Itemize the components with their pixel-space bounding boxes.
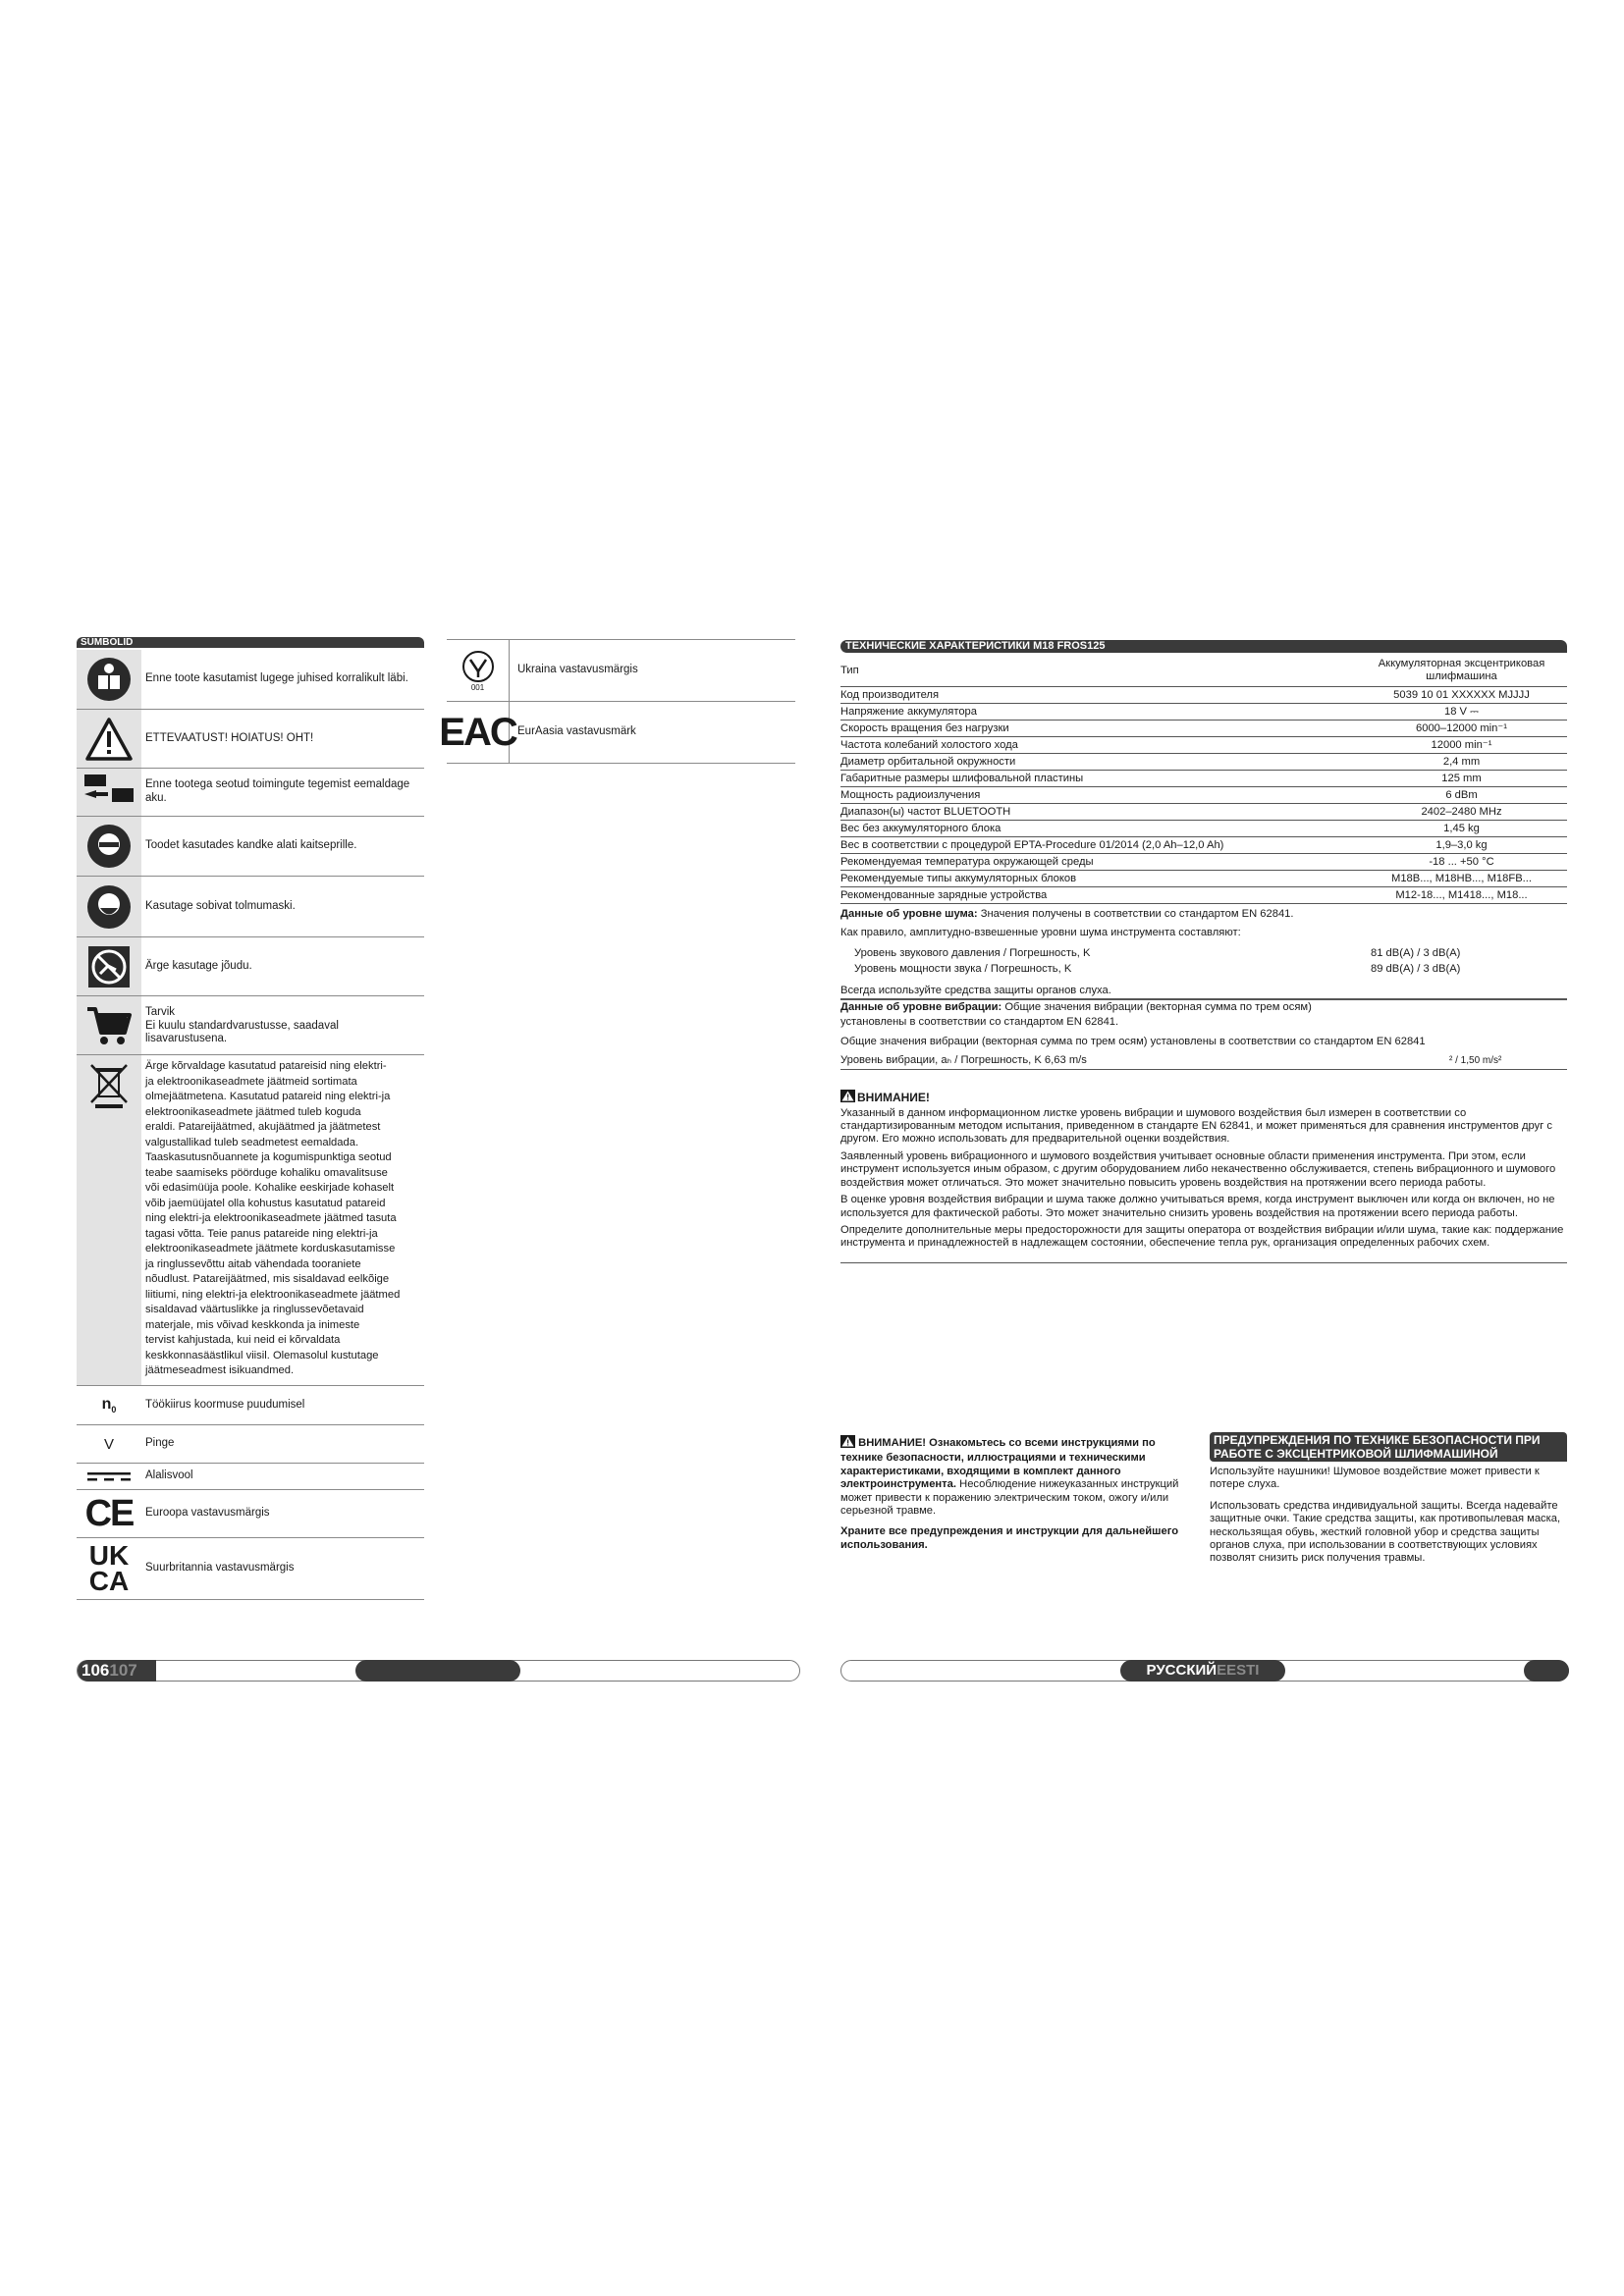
- spec-row: [840, 721, 1567, 737]
- symbol-text: Enne tootega seotud toimingute tegemist eemaldage aku.: [145, 778, 410, 804]
- symbol-row: [77, 877, 424, 937]
- footer-end-bar: [1524, 1660, 1569, 1682]
- type-value-line: Аккумуляторная эксцентриковая: [1378, 658, 1545, 669]
- spec-header: [840, 640, 1567, 653]
- disposal-line: valgustallikad tuleb seadmetest eemaldada.: [145, 1136, 359, 1148]
- spec-value: 6000–12000 min⁻¹: [1416, 722, 1507, 734]
- no-force-icon: [77, 937, 141, 995]
- disposal-line: ja elektroonikaseadmete jäätmeid sortimata: [145, 1075, 357, 1088]
- spec-value: 1,9–3,0 kg: [1435, 839, 1488, 851]
- symbol-text: ETTEVAATUST! HOIATUS! OHT!: [145, 731, 314, 744]
- spec-value: 12000 min⁻¹: [1431, 739, 1492, 751]
- ukraine-mark-number: 001: [470, 682, 485, 692]
- remove-battery-icon: [77, 769, 141, 816]
- ukca-line: UK: [88, 1540, 130, 1571]
- section-title: SÜMBOLID: [81, 637, 134, 648]
- symbol-text: Töökiirus koormuse puudumisel: [145, 1398, 305, 1411]
- spec-key: Диаметр орбитальной окружности: [840, 756, 1016, 768]
- symbol-text: Kasutage sobivat tolmumaski.: [145, 899, 296, 912]
- symbol-text: Ärge kasutage jõudu.: [145, 959, 252, 972]
- spec-row: [840, 754, 1567, 771]
- section-header-symbols: [77, 637, 424, 648]
- ukca-line: CA: [88, 1566, 130, 1596]
- symbol-row: [77, 1386, 424, 1425]
- symbol-text: Pinge: [145, 1437, 175, 1450]
- accessory-text: [141, 996, 424, 1054]
- safety-title: ПРЕДУПРЕЖДЕНИЯ ПО ТЕХНИКЕ БЕЗОПАСНОСТИ ПРИ РАБОТЕ С ЭКСЦЕНТРИКОВОЙ ШЛИФМАШИНОЙ: [1210, 1432, 1567, 1462]
- safety-paragraph: Используйте наушники! Шумовое воздействие может привести к потере слуха.: [1210, 1466, 1540, 1491]
- page-number-2: 107: [109, 1661, 137, 1680]
- warning-paragraph: Указанный в данном информационном листке уровень вибрации и шумового воздействия был измерен в соответствии со стандартизированным методом испытания, приведенном в стандарте EN 62841, и может применяться для сравнения инструментов друг с другом. Его можно использовать для предварительной оценки воздействия.: [840, 1106, 1552, 1146]
- noise-block: [840, 907, 1567, 1070]
- disposal-line: olmejäätmetena. Kasutatud patareid ning elektri-ja: [145, 1091, 391, 1102]
- warning-paragraph: В оценке уровня воздействия вибрации и шума также должно учитываться время, когда инструмент выключен или когда он включен, но не используется для фактической работы. Это может значительно снизить уровень воздействия на протяжении всего периода работы.: [840, 1194, 1555, 1219]
- spec-value: 125 mm: [1441, 773, 1482, 784]
- symbol-text: Ukraina vastavusmärgis: [517, 664, 638, 676]
- symbol-row: [77, 1464, 424, 1490]
- symbol-row: [77, 937, 424, 996]
- symbol-row: [77, 1490, 424, 1538]
- accessory-title: Tarvik: [145, 1006, 176, 1019]
- spec-key: Диапазон(ы) частот BLUETOOTH: [840, 806, 1011, 818]
- disposal-line: eraldi. Patareijäätmed, akujäätmed ja jäätmetest: [145, 1121, 381, 1133]
- disposal-line: võib jaemüüjatel olla kohustus kasutatud patareid: [145, 1197, 386, 1209]
- accessory-line: lisavarustusena.: [145, 1033, 228, 1045]
- disposal-line: ning elektri-ja elektroonikaseadmete jäätmed tasuta: [145, 1212, 397, 1224]
- symbol-row: [77, 996, 424, 1055]
- vib-row: [840, 1053, 1567, 1069]
- noise-row: [840, 962, 1567, 977]
- spec-value: 2,4 mm: [1442, 756, 1481, 768]
- disposal-line: Taaskasutusnõuannete ja kogumispunktiga seotud: [145, 1151, 392, 1163]
- symbol-row: [439, 702, 795, 764]
- symbols-table-2: [439, 639, 795, 764]
- noise-value: 89 dB(A) / 3 dB(A): [1371, 963, 1461, 976]
- warning-label: ВНИМАНИЕ!: [857, 1090, 930, 1104]
- spec-value: 18 V ⎓: [1443, 706, 1480, 718]
- symbol-row: [77, 710, 424, 769]
- symbol-row: [77, 817, 424, 877]
- symbol-row: [447, 639, 795, 702]
- vib-head: Общие значения вибрации (векторная сумма по трем осям): [1001, 1001, 1312, 1014]
- direct-current-icon: [77, 1464, 141, 1489]
- spec-row: [840, 737, 1567, 754]
- spec-row: [840, 687, 1567, 704]
- volt-symbol: V: [103, 1435, 114, 1453]
- symbol-row: [77, 1425, 424, 1464]
- language-primary: РУССКИЙ: [1146, 1662, 1218, 1679]
- spec-value: 5039 10 01 XXXXXX MJJJJ: [1393, 689, 1530, 701]
- spec-value: M18B..., M18HB..., M18FB...: [1391, 873, 1532, 884]
- symbol-text: Euroopa vastavusmärgis: [145, 1507, 270, 1520]
- spec-title: ТЕХНИЧЕСКИЕ ХАРАКТЕРИСТИКИ M18 FROS125: [845, 640, 1106, 652]
- spec-value: M12-18..., M1418..., M18...: [1395, 889, 1528, 901]
- vib-key: Уровень вибрации, aₕ / Погрешность, K 6,63 m/s: [840, 1054, 1087, 1067]
- vib-head-2: установлены в соответствии со стандартом EN 62841.: [840, 1016, 1119, 1029]
- noise-head-bold: Данные об уровне шума:: [840, 908, 978, 920]
- eac-mark-icon: [439, 702, 516, 763]
- vib-value: ² / 1,50 m/s²: [1449, 1055, 1502, 1067]
- page-number-bar: [78, 1660, 156, 1682]
- safety-paragraph: Использовать средства индивидуальной защиты. Всегда надевайте защитные очки. Такие средства защиты, как противопылевая маска, нескользящая обувь, жесткий головной убор и средства защиты органов слуха, при использовании в соответствующих условиях позволят снизить риск получения травмы.: [1210, 1499, 1561, 1565]
- warning-paragraph: Определите дополнительные меры предосторожности для защиты оператора от воздействия вибрации и/или шума, такие как: поддержание инструмента и принадлежностей в надлежащем состоянии, обеспечение тепла рук, организация определенных рабочих схем.: [840, 1223, 1564, 1250]
- spec-row: [840, 771, 1567, 787]
- spec-key: Рекомендованные зарядные устройства: [840, 889, 1048, 901]
- disposal-line: teabe saamiseks pöörduge kohaliku omavalitsuse: [145, 1166, 388, 1179]
- crossed-bin-icon: [77, 1055, 141, 1385]
- language-secondary: EESTI: [1217, 1662, 1260, 1679]
- spec-value: 2402–2480 MHz: [1421, 806, 1502, 818]
- spec-key: Рекомендуемая температура окружающей среды: [840, 856, 1094, 868]
- ukraine-mark-icon: [447, 640, 510, 701]
- spec-key: Частота колебаний холостого хода: [840, 739, 1018, 751]
- voltage-icon: [77, 1425, 141, 1463]
- warning-triangle-icon: [840, 1435, 855, 1452]
- spec-key: Рекомендуемые типы аккумуляторных блоков: [840, 873, 1077, 884]
- safety-goggles-icon: [77, 817, 141, 876]
- no-load-speed-icon: [77, 1386, 141, 1424]
- symbol-row: [77, 1055, 424, 1386]
- spec-row-type: [840, 655, 1567, 687]
- disposal-line: elektroonikaseadmete jäätmed tuleb koguda: [145, 1105, 361, 1118]
- disposal-line: liitiumi, ning elektri-ja elektroonikaseadmete jäätmed: [145, 1288, 401, 1301]
- spec-key: Вес в соответствии с процедурой EPTA-Procedure 01/2014 (2,0 Ah–12,0 Ah): [840, 839, 1224, 851]
- disposal-text: [141, 1055, 424, 1385]
- noise-intro: Как правило, амплитудно-взвешенные уровни шума инструмента составляют:: [840, 927, 1241, 939]
- disposal-line: tagasi võtta. Teie panus patareide ning elektri-ja: [145, 1227, 378, 1240]
- disposal-line: materjale, mis võivad keskkonda ja inimeste: [145, 1318, 360, 1331]
- spec-value: -18 ... +50 °C: [1429, 856, 1494, 868]
- disposal-line: Ärge kõrvaldage kasutatud patareisid ning elektri-: [145, 1060, 387, 1072]
- symbol-text: Enne toote kasutamist lugege juhised korralikult läbi.: [145, 672, 408, 685]
- language-bar: [1120, 1660, 1285, 1682]
- accessory-line: Ei kuulu standardvarustusse, saadaval: [145, 1019, 339, 1032]
- disposal-line: nõudlust. Patareijäätmed, mis sisaldavad eelkõige: [145, 1273, 390, 1285]
- spec-key: Скорость вращения без нагрузки: [840, 722, 1009, 734]
- spec-key: Мощность радиоизлучения: [840, 789, 981, 801]
- page-number: 106: [81, 1661, 110, 1680]
- spec-value: 1,45 kg: [1443, 823, 1480, 834]
- footer-right: [840, 1660, 1569, 1682]
- noise-head: Значения получены в соответствии со стандартом EN 62841.: [977, 908, 1294, 920]
- n0-symbol: n: [101, 1395, 112, 1413]
- symbol-row: [77, 650, 424, 710]
- disposal-line: elektroonikaseadmete jäätmete korduskasutamisse: [145, 1243, 396, 1255]
- spec-row: [840, 704, 1567, 721]
- vib-head-bold: Данные об уровне вибрации:: [840, 1001, 1002, 1014]
- noise-row: [840, 946, 1567, 961]
- spec-rows: [840, 687, 1567, 904]
- general-warning-bold: ВНИМАНИЕ! Ознакомьтесь со всеми инструкциями по технике безопасности, иллюстрациями и техническими характеристиками, входящими в комплект данного электроинструмента.: [840, 1437, 1156, 1491]
- warning-block: [840, 1090, 1567, 1263]
- spec-row: [840, 887, 1567, 904]
- ce-mark-icon: [77, 1490, 141, 1537]
- cart-icon: [77, 996, 141, 1054]
- general-warning: [840, 1435, 1180, 1518]
- vib-line: Общие значения вибрации (векторная сумма по трем осям) установлены в соответствии со стандартом EN 62841: [840, 1035, 1426, 1047]
- disposal-line: või edasimüüja poole. Kohalike eeskirjade kohaselt: [145, 1182, 395, 1194]
- keep-instructions: Храните все предупреждения и инструкции для дальнейшего использования.: [840, 1525, 1179, 1551]
- general-warning-column: [840, 1435, 1180, 1552]
- disposal-line: ja ringlussevõttu aitab vähendada tooraniete: [145, 1257, 361, 1270]
- type-value-line: шлифмашина: [1426, 670, 1497, 682]
- noise-note: Всегда используйте средства защиты органов слуха.: [840, 984, 1567, 1000]
- spec-row: [840, 821, 1567, 837]
- ce-symbol: CE: [84, 1492, 134, 1534]
- warning-paragraphs: [840, 1107, 1567, 1251]
- read-manual-icon: [77, 650, 141, 709]
- spec-key: Код производителя: [840, 689, 940, 701]
- footer-center-bar: [355, 1660, 520, 1682]
- spec-value: [1356, 655, 1567, 686]
- symbols-table: [77, 650, 424, 1600]
- warning-triangle-icon: [77, 710, 141, 768]
- general-warning-rest: Несоблюдение нижеуказанных инструкций может привести к поражению электрическим током, ожогу и/или серьезной травме.: [840, 1478, 1179, 1518]
- spec-key: Габаритные размеры шлифовальной пластины: [840, 773, 1084, 784]
- disposal-line: sisaldavad väärtuslikke ja ringlussevõetavaid: [145, 1304, 364, 1315]
- spec-key: Напряжение аккумулятора: [840, 706, 977, 718]
- spec-key: Тип: [840, 665, 859, 676]
- disposal-line: jäätmeseadmest isikuandmed.: [145, 1364, 295, 1376]
- n0-sub: 0: [111, 1405, 117, 1415]
- warning-title: [840, 1090, 1567, 1105]
- disposal-line: keskkonnasäästlikul viisil. Olemasolul kustutage: [145, 1349, 379, 1362]
- warning-paragraph: Заявленный уровень вибрационного и шумового воздействия учитывает основные области применения инструмента. При этом, если инструмент используется иным образом, с другим оборудованием либо некачественно обслуживается, степень вибрационного и шумового воздействия может отличаться. Это может значительно повысить уровень воздействия на протяжении всего периода работы.: [840, 1149, 1556, 1189]
- symbol-row: [77, 1538, 424, 1600]
- dust-mask-icon: [77, 877, 141, 936]
- noise-key: Уровень мощности звука / Погрешность, K: [854, 963, 1072, 976]
- spec-row: [840, 854, 1567, 871]
- disposal-line: tervist kahjustada, kui neid ei kõrvaldata: [145, 1334, 341, 1346]
- spec-table: [840, 655, 1567, 1263]
- spec-row: [840, 787, 1567, 804]
- spec-row: [840, 871, 1567, 887]
- symbol-row: [77, 769, 424, 817]
- spec-row: [840, 837, 1567, 854]
- spec-row: [840, 804, 1567, 821]
- warning-triangle-icon: [840, 1090, 855, 1105]
- spec-value: 6 dBm: [1445, 789, 1478, 801]
- safety-column: [1210, 1432, 1567, 1566]
- symbol-text: Suurbritannia vastavusmärgis: [145, 1562, 295, 1575]
- spec-key: Вес без аккумуляторного блока: [840, 823, 1001, 834]
- ukca-mark-icon: [77, 1538, 141, 1599]
- symbol-text: EurAasia vastavusmärk: [517, 725, 636, 738]
- symbol-text: Toodet kasutades kandke alati kaitseprille.: [145, 839, 357, 852]
- symbol-text: Alalisvool: [145, 1469, 193, 1482]
- footer-left: [77, 1660, 800, 1682]
- noise-key: Уровень звукового давления / Погрешность, K: [854, 946, 1091, 959]
- eac-symbol: EAC: [439, 710, 516, 754]
- noise-value: 81 dB(A) / 3 dB(A): [1371, 946, 1461, 959]
